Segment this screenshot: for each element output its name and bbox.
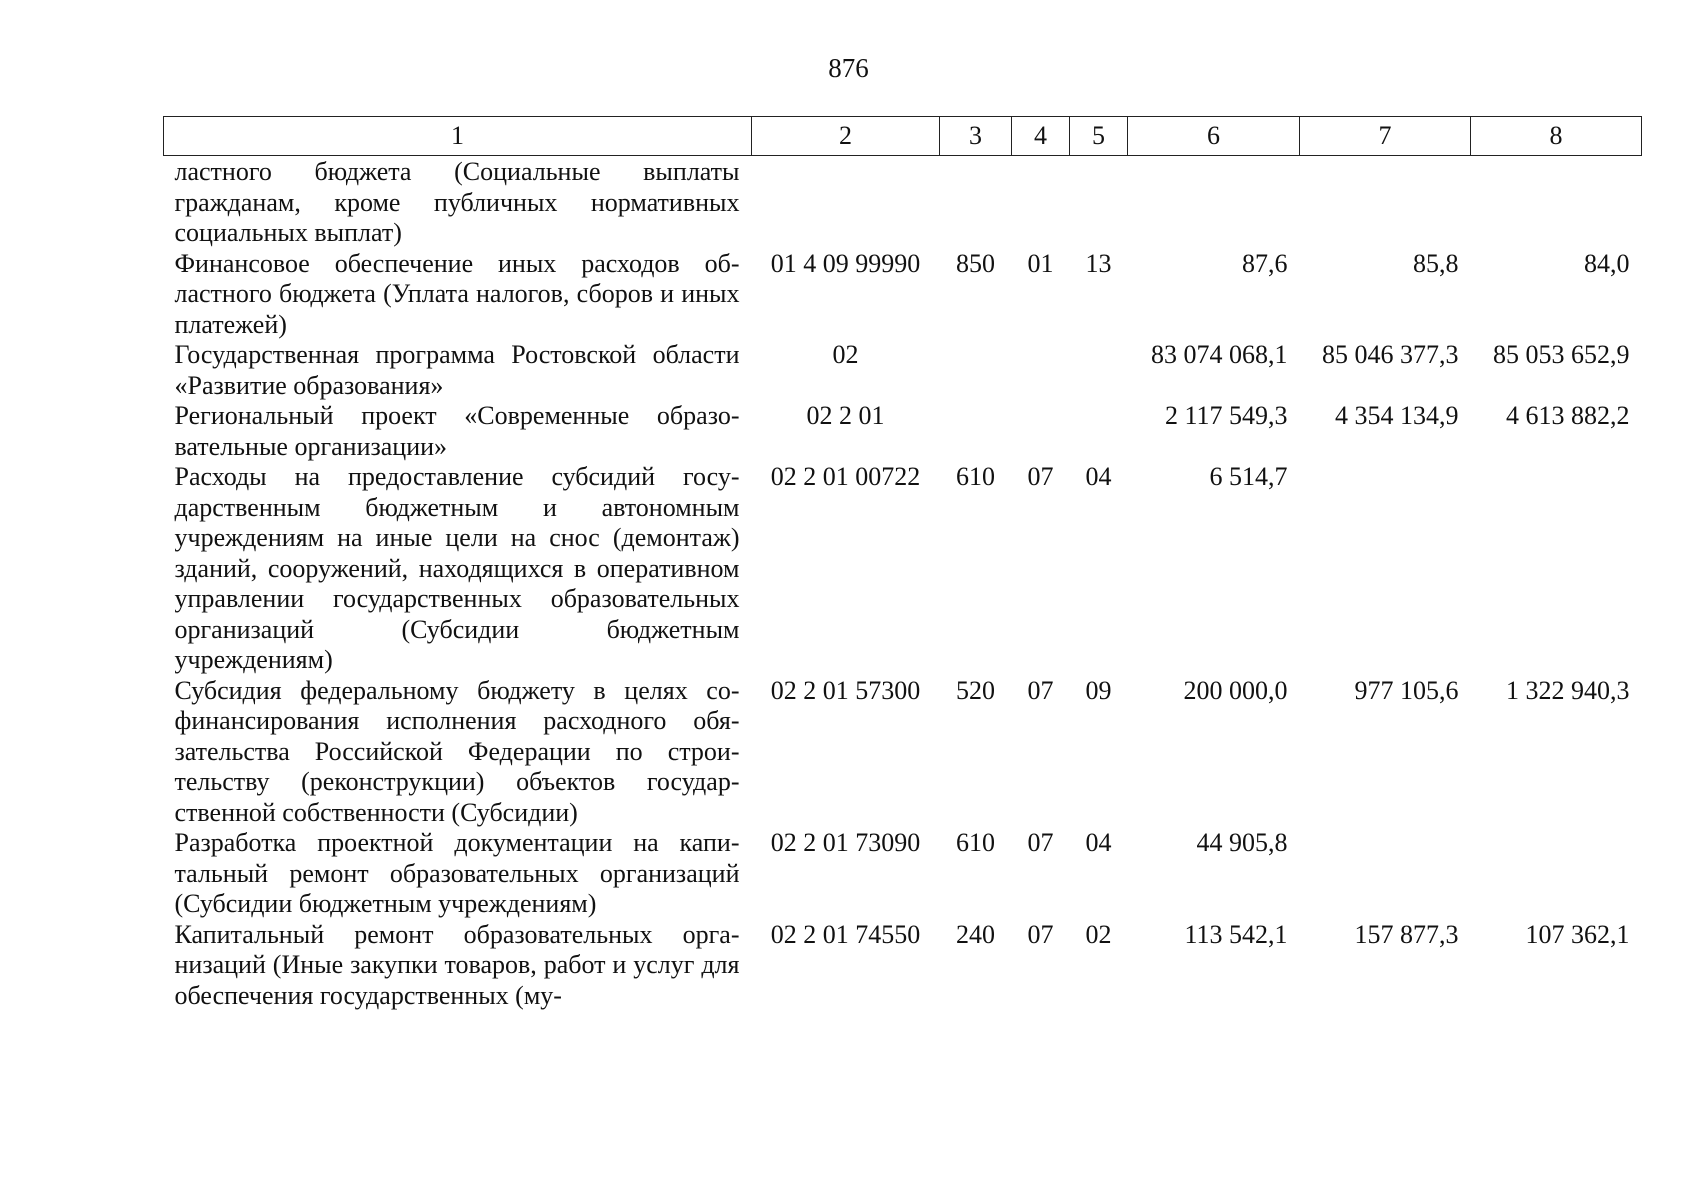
column-header-5: 5 <box>1070 117 1128 156</box>
expense-name: ластного бюджета (Социальные выплаты гражданам, кроме публичных нормативных социальных выплат) <box>174 157 740 247</box>
subsection-code: 04 <box>1085 462 1112 491</box>
column-header-2: 2 <box>752 117 940 156</box>
table-row <box>164 249 1642 341</box>
amount-column-7: 85,8 <box>1413 248 1459 278</box>
table-row <box>164 462 1642 676</box>
subsection-code <box>1070 340 1128 401</box>
amount-column-8: 107 362,1 <box>1525 919 1630 949</box>
target-item-code <box>752 156 940 249</box>
amount-column-6: 44 905,8 <box>1196 828 1288 857</box>
amount-column-6: 113 542,1 <box>1184 919 1288 949</box>
amount-column-7 <box>1300 828 1471 920</box>
target-item-code: 02 2 01 <box>806 401 885 430</box>
table-row <box>164 156 1642 249</box>
amount-column-8: 1 322 940,3 <box>1506 675 1630 705</box>
section-code <box>1012 401 1070 462</box>
target-item-code: 02 2 01 00722 <box>770 462 921 491</box>
expense-type-code <box>940 156 1012 249</box>
amount-column-8 <box>1471 828 1642 920</box>
table-row <box>164 401 1642 462</box>
column-header-4: 4 <box>1012 117 1070 156</box>
amount-column-7: 85 046 377,3 <box>1322 340 1459 369</box>
section-code: 07 <box>1027 828 1054 857</box>
expense-name: Финансовое обеспечение иных расходов областного бюджета (Уплата налогов, сборов и иных платежей) <box>174 248 740 339</box>
expense-type-code: 240 <box>956 919 995 949</box>
expense-name: Разработка проектной документации на капитальный ремонт образовательных организаций (Субсидии бюджетным учреждениям) <box>174 828 740 918</box>
budget-table <box>163 116 1642 1011</box>
target-item-code: 02 2 01 73090 <box>770 828 921 857</box>
section-code: 07 <box>1027 919 1054 949</box>
expense-name: Капитальный ремонт образовательных организаций (Иные закупки товаров, работ и услуг для обеспечения государственных (му- <box>174 919 740 1010</box>
section-code: 07 <box>1027 462 1054 491</box>
amount-column-7: 157 877,3 <box>1354 919 1459 949</box>
subsection-code: 13 <box>1085 248 1112 278</box>
amount-column-6: 2 117 549,3 <box>1164 401 1288 430</box>
subsection-code: 04 <box>1085 828 1112 857</box>
amount-column-8: 84,0 <box>1584 248 1630 278</box>
section-code <box>1012 340 1070 401</box>
expense-type-code <box>940 401 1012 462</box>
amount-column-7 <box>1300 462 1471 676</box>
table-row <box>164 676 1642 829</box>
amount-column-8 <box>1471 156 1642 249</box>
subsection-code: 09 <box>1085 675 1112 705</box>
expense-name: Государственная программа Ростовской области «Развитие образования» <box>174 340 740 400</box>
section-code <box>1012 156 1070 249</box>
target-item-code: 02 2 01 57300 <box>770 675 921 705</box>
expense-type-code <box>940 340 1012 401</box>
column-header-3: 3 <box>940 117 1012 156</box>
expense-type-code: 520 <box>956 675 995 705</box>
amount-column-6 <box>1128 156 1300 249</box>
section-code: 01 <box>1027 248 1054 278</box>
amount-column-8: 85 053 652,9 <box>1493 340 1630 369</box>
amount-column-6: 87,6 <box>1242 248 1288 278</box>
expense-name: Расходы на предоставление субсидий государственным бюджетным и автономным учреждениям на иные цели на снос (демонтаж) зданий, сооружений, находящихся в оперативном управлении государственных образовательных организаций (Субсидии бюджетным учреждениям) <box>174 462 740 674</box>
amount-column-7: 977 105,6 <box>1354 675 1459 705</box>
amount-column-6: 83 074 068,1 <box>1151 340 1288 369</box>
column-header-7: 7 <box>1300 117 1471 156</box>
target-item-code: 02 2 01 74550 <box>770 919 921 949</box>
expense-type-code: 610 <box>956 462 995 491</box>
expense-name: Региональный проект «Современные образовательные организации» <box>174 401 740 461</box>
expense-type-code: 610 <box>956 828 995 857</box>
page-number: 876 <box>828 53 869 83</box>
amount-column-6: 6 514,7 <box>1209 462 1288 491</box>
target-item-code: 02 <box>832 340 859 369</box>
table-row <box>164 828 1642 920</box>
subsection-code <box>1070 156 1128 249</box>
column-header-6: 6 <box>1128 117 1300 156</box>
amount-column-7: 4 354 134,9 <box>1335 401 1459 430</box>
section-code: 07 <box>1027 675 1054 705</box>
column-header-1: 1 <box>164 117 752 156</box>
expense-type-code: 850 <box>956 248 995 278</box>
table-row <box>164 340 1642 401</box>
subsection-code <box>1070 401 1128 462</box>
amount-column-8: 4 613 882,2 <box>1506 401 1630 430</box>
table-row <box>164 920 1642 1012</box>
column-header-8: 8 <box>1471 117 1642 156</box>
amount-column-8 <box>1471 462 1642 676</box>
amount-column-6: 200 000,0 <box>1183 675 1288 705</box>
target-item-code: 01 4 09 99990 <box>770 248 921 278</box>
table-header-row <box>164 117 1642 156</box>
expense-name: Субсидия федеральному бюджету в целях софинансирования исполнения расходного обязательства Российской Федерации по строительству (реконструкции) объектов государственной собственности (Субсидии) <box>174 675 740 827</box>
amount-column-7 <box>1300 156 1471 249</box>
subsection-code: 02 <box>1085 919 1112 949</box>
